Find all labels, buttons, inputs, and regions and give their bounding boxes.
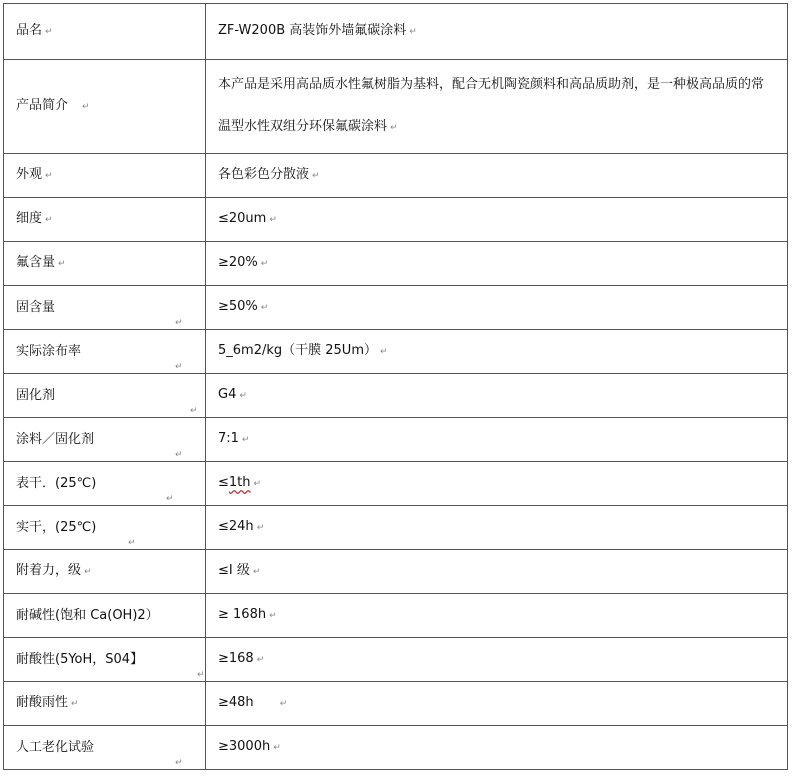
table-row [4,462,788,506]
row-label: 品名 ↵ [4,4,206,60]
row-value: ZF-W200B 高装饰外墙氟碳涂料 ↵ [206,4,788,60]
row-label: 耐碱性(饱和 Ca(OH)2） [4,594,206,638]
table-row [4,638,788,682]
table-row [4,682,788,726]
row-value: 各色彩色分散液 ↵ [206,154,788,198]
row-value: ≤1th ↵ [206,462,788,506]
row-value: ≤I 级 ↵ [206,550,788,594]
row-value: ≥168 ↵ [206,638,788,682]
table-row [4,330,788,374]
spec-table [3,3,788,770]
table-row [4,506,788,550]
table-row [4,242,788,286]
table-row [4,418,788,462]
row-value: 5_6m2/kg（干膜 25Um） ↵ [206,330,788,374]
row-value: ≥ 168h ↵ [206,594,788,638]
table-row [4,60,788,154]
table-row [4,286,788,330]
row-label: 外观 ↵ [4,154,206,198]
spellcheck-underlined-text: 1th [228,475,251,490]
row-label: 细度 ↵ [4,198,206,242]
row-label: 实际涂布率 ↵ [4,330,206,374]
table-row [4,374,788,418]
row-label: 固化剂 ↵ [4,374,206,418]
row-label: 涂料／固化剂 ↵ [4,418,206,462]
table-row [4,154,788,198]
row-label: 人工老化试验 ↵ [4,726,206,770]
table-row [4,594,788,638]
row-value: ≤20um ↵ [206,198,788,242]
row-label: 实干，(25℃) ↵ [4,506,206,550]
table-row [4,4,788,60]
row-label: 表干．(25℃) ↵ [4,462,206,506]
row-label: 耐酸雨性 ↵ [4,682,206,726]
row-label: 附着力，级 ↵ [4,550,206,594]
row-label: 氟含量 ↵ [4,242,206,286]
row-value: 本产品是采用高品质水性氟树脂为基料，配合无机陶瓷颜料和高品质助剂，是一种极高品质的常温型水性双组分环保氟碳涂料 ↵ [206,60,788,154]
table-row [4,550,788,594]
row-value: ≤24h ↵ [206,506,788,550]
row-value: ≥50% ↵ [206,286,788,330]
row-label: 固含量 ↵ [4,286,206,330]
row-value: ≥3000h ↵ [206,726,788,770]
table-row [4,198,788,242]
row-label: 产品简介 ↵ [4,60,206,154]
table-row [4,726,788,770]
row-value: ≥48h ↵ [206,682,788,726]
row-value: 7:1 ↵ [206,418,788,462]
row-value: ≥20% ↵ [206,242,788,286]
row-label: 耐酸性(5YoH，S04】 ↵ [4,638,206,682]
row-value: G4 ↵ [206,374,788,418]
